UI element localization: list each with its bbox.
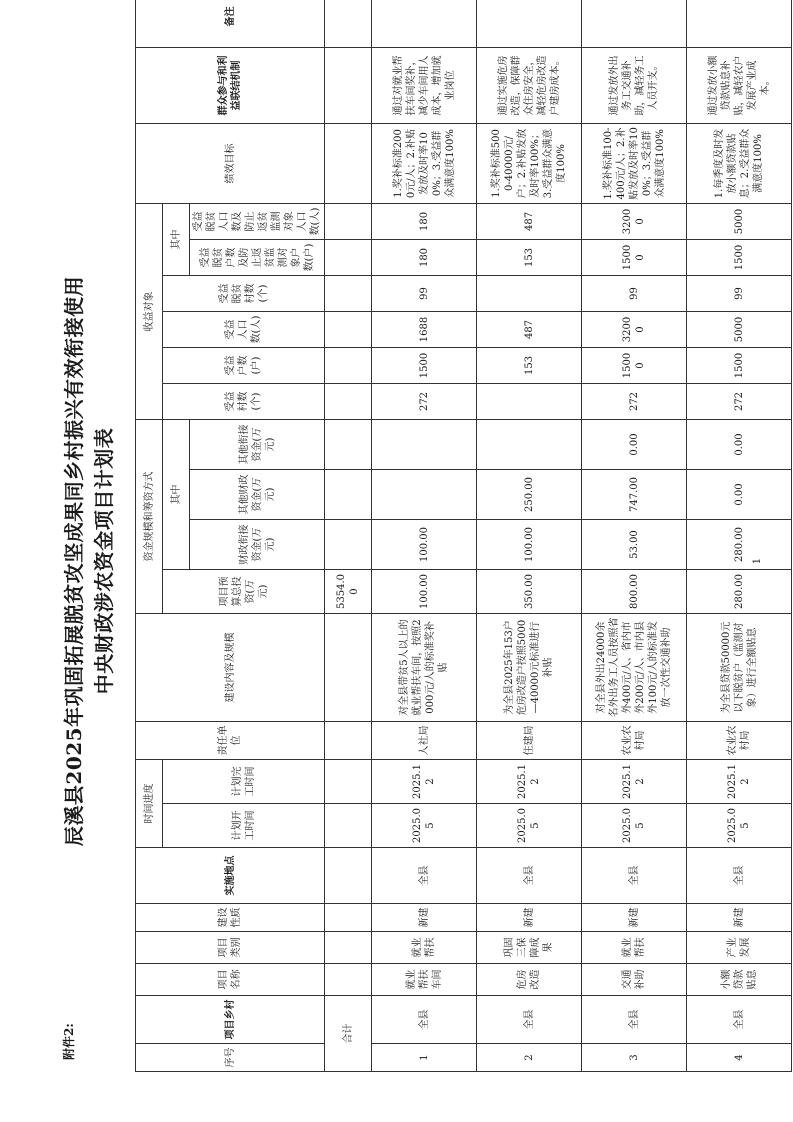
header-name: 项目名称 [136, 964, 325, 996]
row-end: 2025.12 [582, 760, 687, 804]
header-village: 项目乡村 [136, 996, 325, 1044]
row-other-connect [372, 420, 477, 470]
header-ben-people: 受益人口数(人) [163, 312, 325, 348]
row-poor-household: 1500 [687, 240, 792, 276]
row-fiscal: 100.00 [477, 520, 582, 570]
row-remark [372, 0, 477, 47]
row-ben-village: 272 [372, 384, 477, 420]
row-total-invest: 800.00 [582, 570, 687, 614]
row-nature: 新建 [372, 904, 477, 932]
row-start: 2025.05 [477, 804, 582, 848]
row-seq: 2 [477, 1044, 582, 1072]
header-ben-village: 受益村数(个) [163, 384, 325, 420]
header-content: 建设内容及规模 [136, 614, 325, 722]
row-poor-household: 15000 [582, 240, 687, 276]
row-location: 全县 [687, 848, 792, 904]
header-other-connect: 其他衔接资金(万元) [190, 420, 325, 470]
row-remark [477, 0, 582, 47]
header-nature: 建设性质 [136, 904, 325, 932]
row-fiscal: 53.00 [582, 520, 687, 570]
row-goal: 1.每季度及时发放小额贷款贴息；2.受益群众满意度100% [687, 123, 792, 203]
page-subtitle: 中央财政涉农资金项目计划表 [92, 427, 116, 695]
row-unit: 住建局 [477, 722, 582, 760]
row-name: 危房改造 [477, 964, 582, 996]
header-location: 实施地点 [136, 848, 325, 904]
row-ben-household: 15000 [582, 348, 687, 384]
header-fund-of-which: 其中 [163, 420, 190, 570]
table-row [477, 0, 582, 1072]
total-fund: 5354.00 [325, 570, 372, 614]
page-number: 1 [752, 557, 763, 565]
header-fiscal: 财政衔接资金(万元) [190, 520, 325, 570]
row-name: 交通补助 [582, 964, 687, 996]
row-seq: 4 [687, 1044, 792, 1072]
row-mechanism: 通过实施危房改造，保障群众住房安全，减轻危房改造户建房成本。 [477, 47, 582, 123]
row-other-fiscal: 0.00 [687, 470, 792, 520]
row-content: 为全县2025年153户危房改造户按照5000—40000元标准进行补贴 [477, 614, 582, 722]
header-remark: 备注 [136, 0, 325, 47]
header-poor-household: 受益脱贫户数及防止返贫监测对象户数(户) [190, 240, 325, 276]
row-total-invest: 280.00 [687, 570, 792, 614]
table-row [687, 0, 792, 1072]
row-ben-household: 153 [477, 348, 582, 384]
header-goal: 绩效目标 [136, 123, 325, 203]
row-content: 对全县带贫5人以上的就业帮扶车间，按照2000元/人的标准奖补贴 [372, 614, 477, 722]
row-other-fiscal [372, 470, 477, 520]
table-row [582, 0, 687, 1072]
row-other-connect [477, 420, 582, 470]
page-title: 辰溪县2025年巩固拓展脱贫攻坚成果同乡村振兴有效衔接使用 [62, 275, 86, 847]
row-content: 为全县贷款50000元以下脱贫户（监测对象）进行全额贴息 [687, 614, 792, 722]
row-ben-household: 1500 [687, 348, 792, 384]
total-row [325, 0, 372, 1072]
row-ben-people: 487 [477, 312, 582, 348]
row-remark [582, 0, 687, 47]
header-poor-people: 受益脱贫人口数及防止返贫监测对象人口数(人) [190, 203, 325, 239]
row-poor-village: 99 [687, 276, 792, 312]
row-poor-people: 5000 [687, 203, 792, 239]
row-other-fiscal: 747.00 [582, 470, 687, 520]
header-total-invest: 项目预算总投资(万元) [163, 570, 325, 614]
row-village: 全县 [687, 996, 792, 1044]
row-unit: 人社局 [372, 722, 477, 760]
row-poor-village: 99 [372, 276, 477, 312]
row-goal: 1.奖补标准100-400元/人；2.补贴发放及时率100%；3.受益群众满意度100% [582, 123, 687, 203]
header-beneficiary: 收益对象 [136, 203, 163, 419]
row-goal: 1.奖补标准2000元/人；2.补贴发放及时率100%；3.受益群众满意度100% [372, 123, 477, 203]
row-poor-household: 180 [372, 240, 477, 276]
header-ben-household: 受益户数(户) [163, 348, 325, 384]
row-category: 巩固三保障成果 [477, 932, 582, 964]
row-poor-village: 99 [582, 276, 687, 312]
header-other-fiscal: 其他财政资金(万元) [190, 470, 325, 520]
row-seq: 1 [372, 1044, 477, 1072]
row-poor-people: 487 [477, 203, 582, 239]
row-end: 2025.12 [687, 760, 792, 804]
row-other-connect: 0.00 [582, 420, 687, 470]
header-unit: 责任单位 [136, 722, 325, 760]
row-ben-village: 272 [582, 384, 687, 420]
row-poor-household: 153 [477, 240, 582, 276]
row-start: 2025.05 [582, 804, 687, 848]
header-start: 计划开工时间 [163, 804, 325, 848]
row-mechanism: 通过对就业帮扶车间奖补，减少车间用人成本，增加就业岗位 [372, 47, 477, 123]
row-goal: 1.奖补标准5000-40000元/户；2.补贴发放及时率100%；3.受益群众满意度100% [477, 123, 582, 203]
row-unit: 农业农村局 [687, 722, 792, 760]
header-time-progress: 时间进度 [136, 760, 163, 848]
row-village: 全县 [582, 996, 687, 1044]
row-nature: 新建 [477, 904, 582, 932]
row-seq: 3 [582, 1044, 687, 1072]
row-start: 2025.05 [372, 804, 477, 848]
total-label: 合计 [325, 996, 372, 1072]
row-content: 对全县外出24000余名外出务工人员按照省外400元/人、省内市外200元/人、市内县外100元/人的标准发放一次性交通补助 [582, 614, 687, 722]
row-village: 全县 [477, 996, 582, 1044]
header-ben-of-which: 其中 [163, 203, 190, 275]
row-name: 就业帮扶车间 [372, 964, 477, 996]
row-other-connect: 0.00 [687, 420, 792, 470]
header-end: 计划完工时间 [163, 760, 325, 804]
row-poor-people: 32000 [582, 203, 687, 239]
row-poor-village [477, 276, 582, 312]
row-name: 小额贷款贴息 [687, 964, 792, 996]
row-poor-people: 180 [372, 203, 477, 239]
row-ben-village [477, 384, 582, 420]
row-village: 全县 [372, 996, 477, 1044]
row-location: 全县 [477, 848, 582, 904]
row-category: 就业帮扶 [582, 932, 687, 964]
table-row [372, 0, 477, 1072]
row-nature: 新建 [687, 904, 792, 932]
header-mechanism: 群众参与和利益联结机制 [136, 47, 325, 123]
row-ben-household: 1500 [372, 348, 477, 384]
row-unit: 农业农村局 [582, 722, 687, 760]
row-other-fiscal: 250.00 [477, 470, 582, 520]
row-ben-village: 272 [687, 384, 792, 420]
row-mechanism: 通过发放外出务工交通补助，减轻务工人员开支。 [582, 47, 687, 123]
row-location: 全县 [582, 848, 687, 904]
header-seq: 序号 [136, 1044, 325, 1072]
row-ben-people: 32000 [582, 312, 687, 348]
row-nature: 新建 [582, 904, 687, 932]
row-fiscal: 280.00 [687, 520, 792, 570]
project-plan-table [135, 0, 792, 1072]
row-ben-people: 1688 [372, 312, 477, 348]
row-end: 2025.12 [372, 760, 477, 804]
row-category: 就业帮扶 [372, 932, 477, 964]
row-mechanism: 通过发放小额贷款贴息补贴，减轻农户发展产业成本。 [687, 47, 792, 123]
row-total-invest: 350.00 [477, 570, 582, 614]
header-category: 项目类别 [136, 932, 325, 964]
row-start: 2025.05 [687, 804, 792, 848]
row-category: 产业发展 [687, 932, 792, 964]
row-end: 2025.12 [477, 760, 582, 804]
attachment-label: 附件2: [62, 1023, 76, 1060]
row-total-invest: 100.00 [372, 570, 477, 614]
header-fund-group: 资金规模和筹资方式 [136, 420, 163, 614]
row-ben-people: 5000 [687, 312, 792, 348]
header-poor-village: 受益脱贫村数(个) [163, 276, 325, 312]
row-remark [687, 0, 792, 47]
row-location: 全县 [372, 848, 477, 904]
row-fiscal: 100.00 [372, 520, 477, 570]
